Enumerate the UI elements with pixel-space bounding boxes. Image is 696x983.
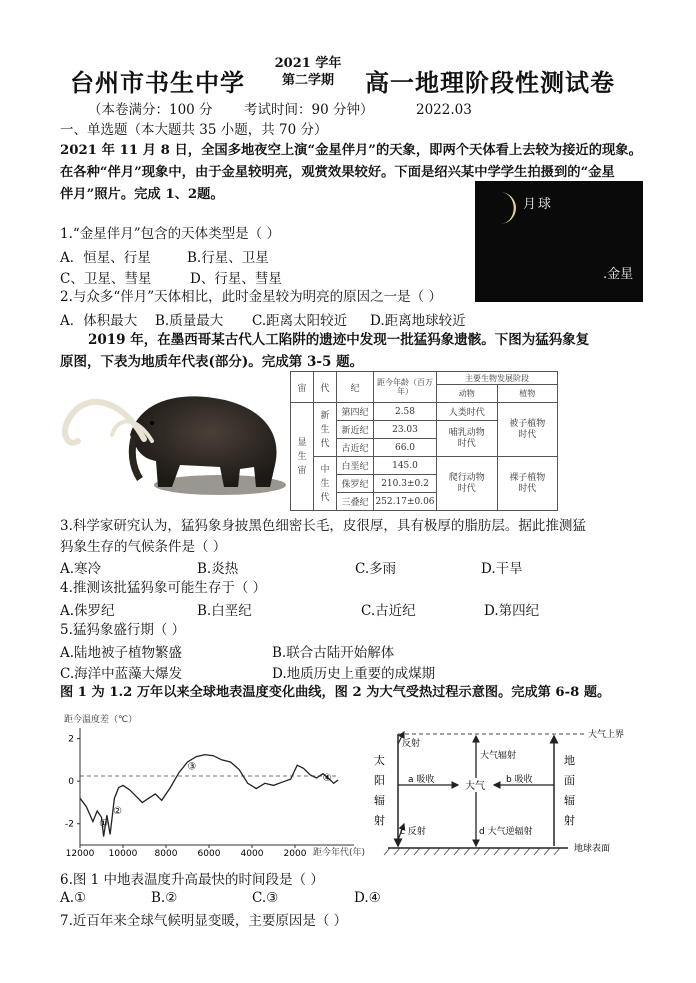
- chart-ylabel: 距今温度差（℃）: [64, 715, 138, 725]
- table-period-0: 第四纪: [337, 403, 374, 421]
- table-plant-2: [497, 457, 558, 511]
- table-period-1: 新近纪: [337, 421, 374, 439]
- q2-option-d: D.距离地球较近: [370, 313, 466, 329]
- q3-option-d: D.干旱: [481, 561, 523, 577]
- mammoth-illustration: [60, 375, 288, 500]
- table-header-plant: 植物: [497, 385, 558, 403]
- temperature-line: [80, 755, 338, 837]
- q4-stem: 4.推测该批猛犸象可能生存于（ ）: [60, 580, 267, 596]
- table-plant-1: [497, 403, 558, 457]
- earth-surface-label: 地球表面: [574, 844, 611, 854]
- table-plant-1-text: 被子植物时代: [509, 418, 546, 440]
- passage2-line2: 原图，下表为地质年代表(部分)。完成第 3-5 题。: [60, 354, 364, 370]
- table-eon-cell: [291, 403, 314, 511]
- section-heading: 一、单选题（本大题共 35 小题，共 70 分）: [60, 122, 328, 138]
- q4-option-d: D.第四纪: [484, 603, 540, 619]
- meta-time: 考试时间：90 分钟）: [244, 102, 374, 118]
- table-header-stage: 主要生物发展阶段: [437, 372, 558, 385]
- meta-date: 2022.03: [416, 102, 472, 118]
- q6-option-c: C.③: [252, 890, 279, 906]
- q6-option-b: B.②: [151, 890, 178, 906]
- ground-radiation-char-3: 辐: [564, 794, 575, 807]
- chart-marker-3: ③: [187, 761, 197, 773]
- q2-stem: 2.与众多“伴月”天体相比，此时金星较为明亮的原因之一是（ ）: [60, 289, 442, 305]
- passage1-line1: 2021 年 11 月 8 日，全国多地夜空上演“金星伴月”的天象，即两个天体看上去较为接近的现象。: [60, 143, 642, 158]
- school-year: [268, 55, 348, 89]
- solar-radiation-char-4: 射: [374, 814, 385, 827]
- q2-option-b: B.质量最大: [155, 313, 224, 329]
- venus-moon-photo: [475, 181, 643, 302]
- table-age-0: 2.58: [374, 403, 437, 421]
- atmosphere-label: 大气: [465, 781, 485, 792]
- q1-option-c: C、卫星、彗星: [60, 271, 152, 287]
- q6-option-a: A.①: [60, 890, 87, 906]
- solar-radiation-char-3: 辐: [374, 794, 385, 807]
- x-tick-label: 12000: [65, 849, 95, 859]
- absorb-b-label: b 吸收: [506, 775, 533, 785]
- table-period-5: 三叠纪: [337, 493, 374, 511]
- table-age-2: 66.0: [374, 439, 437, 457]
- absorb-a-label: a 吸收: [408, 775, 435, 785]
- y-tick-label: 2: [68, 734, 74, 745]
- x-tick-label: 2000: [283, 849, 307, 859]
- table-period-3: 白垩纪: [337, 457, 374, 475]
- ground-radiation-char-2: 面: [564, 774, 575, 787]
- q5-option-b: B.联合古陆开始解体: [272, 645, 395, 661]
- passage1-line2: 在各种“伴月”现象中，由于金星较明亮，观赏效果较好。下面是绍兴某中学学生拍摄到的“金星: [60, 165, 615, 180]
- chart-xlabel: 距今年代(年): [313, 848, 366, 858]
- school-name: 台州市书生中学: [70, 68, 245, 97]
- x-tick-label: 6000: [197, 849, 221, 859]
- reflect-label: 反射: [402, 739, 421, 749]
- atmosphere-heating-diagram: [368, 718, 628, 863]
- q4-option-b: B.白垩纪: [197, 603, 252, 619]
- meta-score: （本卷满分：100 分: [88, 102, 213, 118]
- table-header-era: 代: [314, 372, 337, 403]
- table-header-age: 距今年龄（百万年）: [374, 372, 437, 403]
- photo-venus-label: .金星: [603, 267, 634, 282]
- q3-option-b: B.炎热: [197, 561, 239, 577]
- q1-option-b: B.行星、卫星: [187, 250, 269, 266]
- top-of-atmosphere-label: 大气上界: [588, 730, 625, 740]
- q1-option-d: D、行星、彗星: [190, 271, 282, 287]
- school-year-line1: 2021 学年: [274, 56, 342, 71]
- table-animal-3-text: 爬行动物时代: [448, 472, 485, 494]
- q3-stem-2: 犸象生存的气候条件是（ ）: [60, 539, 227, 555]
- table-period-2: 古近纪: [337, 439, 374, 457]
- x-tick-label: 4000: [240, 849, 264, 859]
- q7-stem: 7.近百年来全球气候明显变暖，主要原因是（ ）: [60, 913, 348, 929]
- table-period-4: 侏罗纪: [337, 475, 374, 493]
- table-era-meso-text: 中生代: [320, 464, 330, 503]
- exam-title: 高一地理阶段性测试卷: [365, 68, 615, 97]
- q1-option-a: A．恒星、行星: [60, 250, 151, 266]
- q5-stem: 5.猛犸象盛行期（ ）: [60, 622, 186, 638]
- y-tick-label: -2: [65, 819, 74, 830]
- table-animal-1: 人类时代: [437, 403, 498, 421]
- table-animal-2: [437, 421, 498, 457]
- q3-stem: 3.科学家研究认为，猛犸象身披黑色细密长毛，皮很厚，具有极厚的脂肪层。据此推测猛: [60, 518, 586, 534]
- q2-option-a: A．体积最大: [60, 313, 138, 329]
- temperature-chart-svg: [58, 710, 366, 860]
- reflect-c-label: c 反射: [400, 827, 426, 837]
- q4-option-c: C.古近纪: [361, 603, 416, 619]
- back-radiation-label: d 大气逆辐射: [479, 827, 533, 837]
- crescent-moon-icon: [475, 181, 643, 302]
- q5-option-a: A.陆地被子植物繁盛: [60, 645, 183, 661]
- table-header-period: 纪: [337, 372, 374, 403]
- table-age-3: 145.0: [374, 457, 437, 475]
- passage1-line3: 伴月”照片。完成 1、2题。: [60, 187, 224, 202]
- q3-option-a: A.寒冷: [60, 561, 102, 577]
- solar-radiation-char-2: 阳: [374, 774, 385, 787]
- table-age-1: 23.03: [374, 421, 437, 439]
- table-eon-text: 显生宙: [297, 437, 307, 476]
- school-year-line2: 第二学期: [281, 73, 334, 88]
- table-plant-2-text: 裸子植物时代: [509, 472, 546, 494]
- chart-marker-1: ①: [99, 818, 109, 830]
- table-era-ceno: [314, 403, 337, 457]
- temperature-chart: [58, 710, 366, 860]
- solar-radiation-char-1: 太: [374, 754, 385, 767]
- table-age-4: 210.3±0.2: [374, 475, 437, 493]
- q5-option-c: C.海洋中蓝藻大爆发: [60, 666, 183, 682]
- table-animal-2-text: 哺乳动物时代: [448, 427, 485, 449]
- table-era-meso: [314, 457, 337, 511]
- q3-option-c: C.多雨: [355, 561, 397, 577]
- table-age-5: 252.17±0.06: [374, 493, 437, 511]
- ground-radiation-char-1: 地: [564, 754, 575, 767]
- x-tick-label: 10000: [108, 849, 138, 859]
- y-tick-label: 0: [68, 777, 74, 788]
- mammoth-icon: [60, 375, 288, 500]
- q5-option-d: D.地质历史上重要的成煤期: [272, 666, 436, 682]
- atm-radiation-label: 大气辐射: [480, 751, 517, 761]
- table-header-eon: 宙: [291, 372, 314, 403]
- table-era-ceno-text: 新生代: [320, 410, 330, 449]
- table-header-animal: 动物: [437, 385, 498, 403]
- q6-stem: 6.图 1 中地表温度升高最快的时间段是（ ）: [60, 872, 324, 888]
- q1-stem: 1.“金星伴月”包含的天体类型是（ ）: [60, 226, 280, 242]
- atmosphere-diagram-svg: [368, 718, 628, 863]
- passage3-line1: 图 1 为 1.2 万年以来全球地表温度变化曲线，图 2 为大气受热过程示意图。完成第 6-8 题。: [60, 685, 611, 700]
- chart-marker-2: ②: [113, 805, 123, 817]
- x-tick-label: 8000: [154, 849, 178, 859]
- photo-moon-label: 月球: [523, 197, 554, 212]
- q6-option-d: D.④: [354, 890, 381, 906]
- geologic-time-table: [290, 371, 558, 511]
- table-animal-3: [437, 457, 498, 511]
- q4-option-a: A.侏罗纪: [60, 603, 115, 619]
- q2-option-c: C.距离太阳较近: [252, 313, 348, 329]
- ground-hatch: [384, 848, 560, 855]
- passage2-line1: 2019 年，在墨西哥某古代人工陷阱的遗迹中发现一批猛犸象遗骸。下图为猛犸象复: [88, 332, 590, 348]
- ground-radiation-char-4: 射: [564, 814, 575, 827]
- chart-marker-4: ④: [322, 772, 332, 784]
